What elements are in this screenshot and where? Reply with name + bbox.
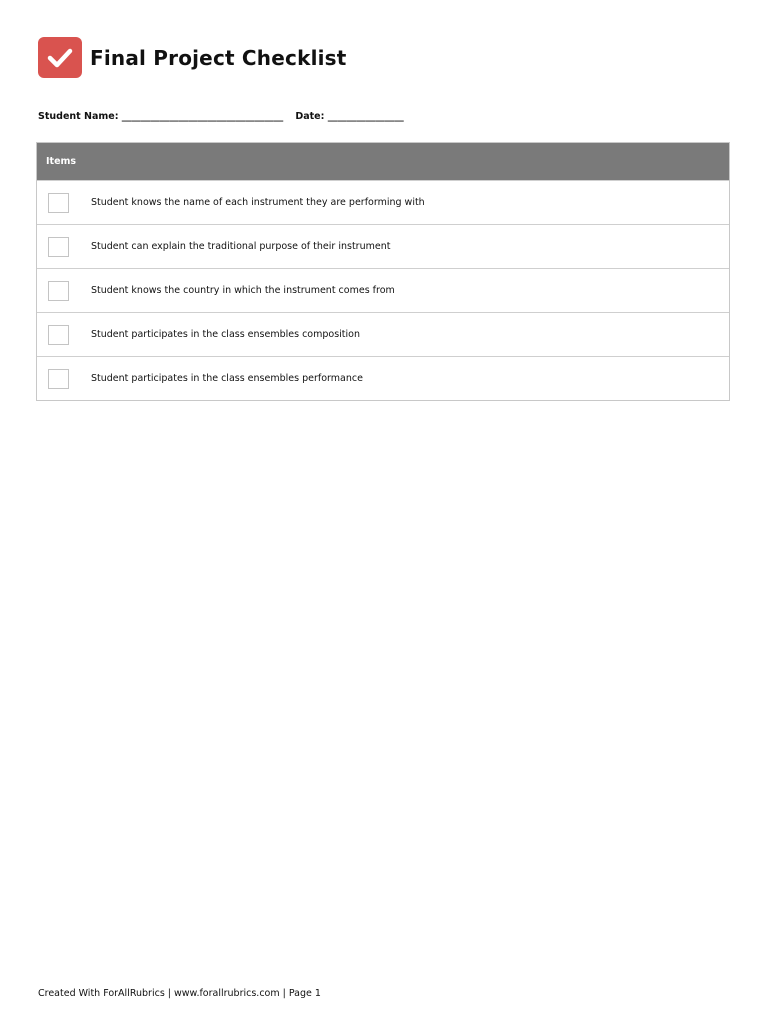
table-row xyxy=(37,312,729,356)
page-footer: Created With ForAllRubrics | www.forallrubrics.com | Page 1 xyxy=(38,988,321,999)
page-title: Final Project Checklist xyxy=(90,45,347,70)
student-info-line xyxy=(38,111,404,122)
table-row xyxy=(37,268,729,312)
date-field[interactable]: Date: ________________ xyxy=(295,111,404,122)
table-row xyxy=(37,224,729,268)
checklist-checkbox[interactable] xyxy=(48,237,69,257)
checklist-checkbox[interactable] xyxy=(48,325,69,345)
checklist-item-text: Student participates in the class ensembles performance xyxy=(91,373,363,384)
table-header xyxy=(37,143,729,180)
checklist-checkbox[interactable] xyxy=(48,369,69,389)
table-row xyxy=(37,356,729,400)
checklist-checkbox[interactable] xyxy=(48,281,69,301)
checkmark-icon xyxy=(38,37,82,78)
checklist-checkbox[interactable] xyxy=(48,193,69,213)
student-name-field[interactable]: Student Name: __________________________________ xyxy=(38,111,284,122)
checklist-item-text: Student knows the country in which the instrument comes from xyxy=(91,285,395,296)
checklist-item-text: Student can explain the traditional purpose of their instrument xyxy=(91,241,391,252)
checklist-table xyxy=(36,142,730,401)
table-row xyxy=(37,180,729,224)
checklist-item-text: Student knows the name of each instrument they are performing with xyxy=(91,197,425,208)
checklist-item-text: Student participates in the class ensembles composition xyxy=(91,329,361,340)
page-header xyxy=(38,37,347,78)
items-column-header: Items xyxy=(46,156,77,167)
